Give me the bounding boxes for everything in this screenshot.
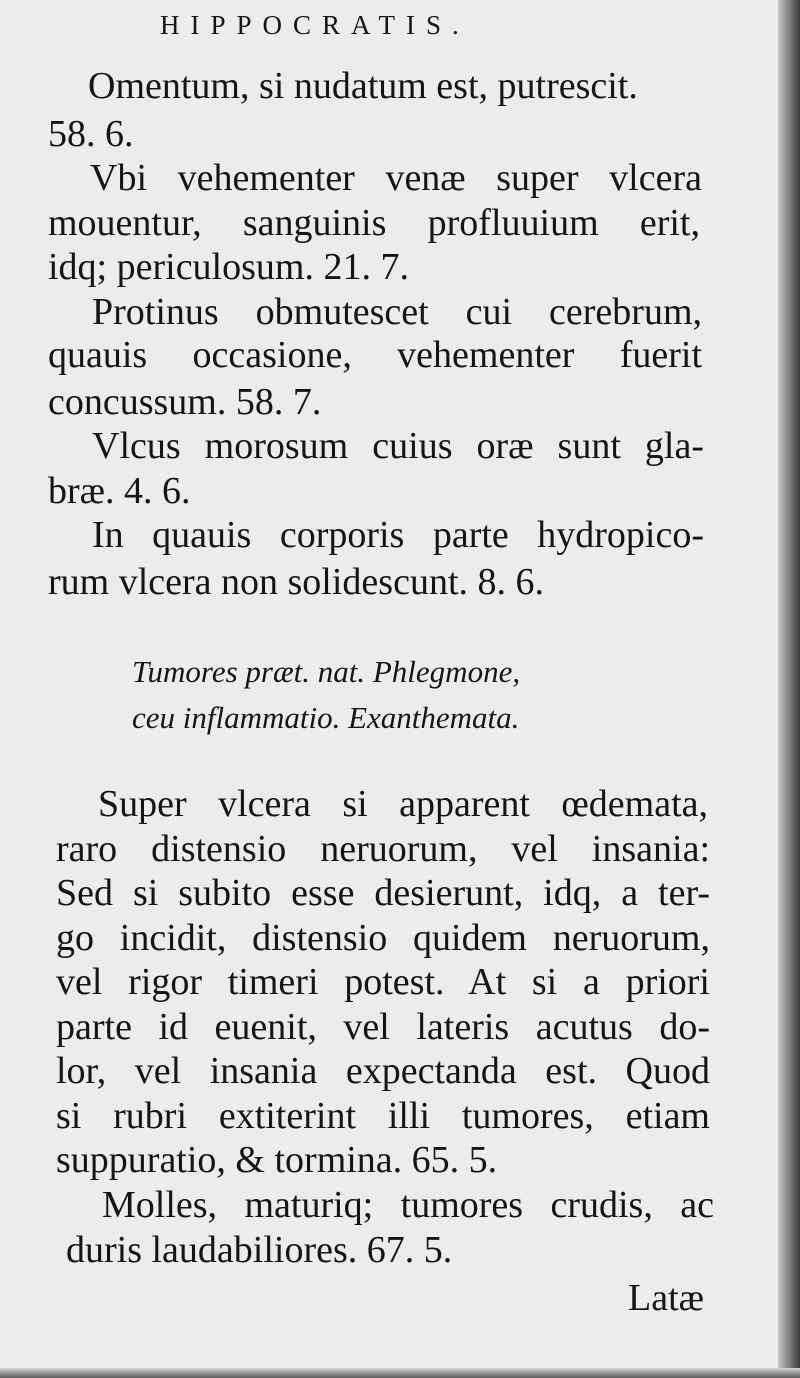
text-line: rum vlcera non solidescunt. 8. 6. <box>48 561 545 603</box>
page-bottom-shadow <box>0 1368 800 1378</box>
text-line: Protinus obmutescet cui cerebrum, <box>92 291 702 333</box>
text-line: Molles, maturiq; tumores crudis, ac <box>102 1184 714 1226</box>
text-line: Sed si subito esse desierunt, idq, a ter- <box>56 872 710 914</box>
text-line: go incidit, distensio quidem neruorum, <box>56 917 710 959</box>
page-edge-shadow <box>778 0 800 1378</box>
text-line: quauis occasione, vehementer fuerit <box>48 334 702 376</box>
text-line: raro distensio neruorum, vel insania: <box>56 828 710 870</box>
section-heading: ceu inflammatio. Exanthemata. <box>132 700 520 735</box>
catchword: Latæ <box>628 1277 704 1319</box>
section-heading: Tumores præt. nat. Phlegmone, <box>132 654 521 689</box>
text-line: Omentum, si nudatum est, putrescit. <box>88 65 638 107</box>
text-line: mouentur, sanguinis profluuium erit, <box>48 202 700 244</box>
text-line: bræ. 4. 6. <box>48 470 191 512</box>
text-line: Vlcus morosum cuius oræ sunt gla- <box>92 425 704 467</box>
text-line: Vbi vehementer venæ super vlcera <box>90 157 702 199</box>
text-line: concussum. 58. 7. <box>48 381 322 423</box>
text-line: parte id euenit, vel lateris acutus do- <box>56 1006 710 1048</box>
text-line: duris laudabiliores. 67. 5. <box>66 1229 453 1271</box>
text-line: idq; periculosum. 21. 7. <box>48 246 409 288</box>
text-line: suppuratio, & tormina. 65. 5. <box>56 1139 498 1181</box>
running-header: HIPPOCRATIS. <box>160 10 470 40</box>
text-line: lor, vel insania expectanda est. Quod <box>56 1050 710 1092</box>
text-line: Super vlcera si apparent œdemata, <box>98 783 708 825</box>
text-line: si rubri extiterint illi tumores, etiam <box>56 1095 710 1137</box>
text-line: vel rigor timeri potest. At si a priori <box>56 961 710 1003</box>
text-line: 58. 6. <box>48 113 134 155</box>
text-line: In quauis corporis parte hydropico- <box>92 514 704 556</box>
